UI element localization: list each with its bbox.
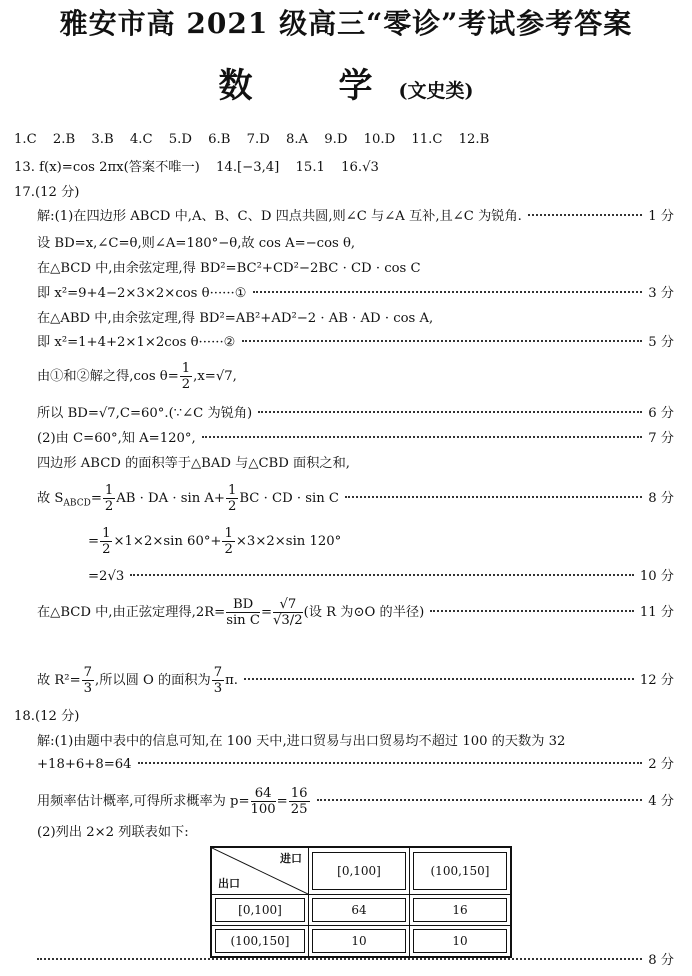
score-mark: 4 分 — [648, 794, 674, 809]
q18-heading: 18.(12 分) — [14, 709, 80, 724]
q18-line: 用频率估计概率,可得所求概率为 p= $\frac{64}{100}$ = $\frac{16}{25}$ 4 分 — [37, 786, 674, 817]
q17-line: (2)由 C=60°,知 A=120°, 7 分 — [37, 431, 674, 446]
score-mark: 2 分 — [648, 757, 674, 772]
choice-answers — [14, 131, 674, 149]
score-mark: 12 分 — [639, 673, 674, 688]
q17-line: 在△BCD 中,由余弦定理,得 BD²=BC²+CD²−2BC · CD · cos C — [37, 261, 421, 276]
score-mark: 11 分 — [639, 605, 674, 620]
table-row-label: [0,100] — [211, 895, 309, 926]
q17-line: 所以 BD=√7,C=60°.(∵∠C 为锐角) 6 分 — [37, 406, 674, 421]
q17-line: =2√3 10 分 — [88, 569, 674, 584]
table-cell: 10 — [410, 926, 512, 958]
answer-item: 7.D — [246, 132, 270, 147]
score-mark: 10 分 — [639, 569, 674, 584]
answer-item: 10.D — [363, 132, 396, 147]
answer-item: 1.C — [14, 132, 37, 147]
table-cell: 64 — [309, 895, 410, 926]
score-mark: 8 分 — [648, 491, 674, 506]
q18-line: +18+6+8=64 2 分 — [37, 757, 674, 772]
answer-item: 14.[−3,4] — [216, 160, 280, 175]
q17-heading: 17.(12 分) — [14, 185, 80, 200]
table-header-cell: (100,150] — [410, 847, 512, 895]
answer-item: 5.D — [168, 132, 192, 147]
answer-item: 15.1 — [295, 160, 325, 175]
subject-name: 数 学 — [218, 66, 399, 106]
answer-item: 6.B — [208, 132, 231, 147]
table-header-cell: [0,100] — [309, 847, 410, 895]
answer-item: 2.B — [52, 132, 76, 147]
table-cell: 16 — [410, 895, 512, 926]
fraction: $\frac{7}{3}$ — [83, 665, 93, 696]
fraction: $\frac{√7}{√3/2}$ — [273, 597, 303, 628]
q18-line: (2)列出 2×2 列联表如下: — [37, 825, 189, 840]
fraction: $\frac{16}{25}$ — [290, 786, 308, 817]
fraction: $\frac{1}{2}$ — [104, 483, 114, 514]
q17-line: 四边形 ABCD 的面积等于△BAD 与△CBD 面积之和, — [37, 456, 350, 471]
document-title: 雅安市高 2021 级高三“零诊”考试参考答案 — [59, 7, 633, 40]
q17-line: 即 x²=1+4+2×1×2cos θ······② 5 分 — [37, 335, 674, 350]
table-row — [211, 895, 511, 926]
fraction: $\frac{1}{2}$ — [102, 526, 111, 557]
score-mark: 7 分 — [648, 431, 674, 446]
table-row-label: (100,150] — [211, 926, 309, 958]
fraction: $\frac{BD}{\text{sin C}}$ — [226, 597, 260, 628]
answer-item: 13. f(x)=cos 2πx(答案不唯一) — [14, 160, 200, 175]
answer-item: 8.A — [285, 132, 309, 147]
fraction: $\frac{64}{100}$ — [250, 786, 276, 817]
score-mark: 6 分 — [648, 406, 674, 421]
q17-line: = $\frac{1}{2}$ ×1×2×sin 60°+ $\frac{1}{2}$ ×3×2×sin 120° — [88, 526, 342, 557]
answer-item: 11.C — [411, 132, 443, 147]
q17-line: 故 $S_{ABCD}=$ $\frac{1}{2}$ AB · DA · sin A+ $\frac{1}{2}$ BC · CD · sin C 8 分 — [37, 483, 674, 514]
score-mark: 5 分 — [648, 335, 674, 350]
table-corner-cell: 进口 出口 — [211, 847, 309, 895]
q17-line: 在△ABD 中,由余弦定理,得 BD²=AB²+AD²−2 · AB · AD · cos A, — [37, 311, 434, 326]
q17-line: 解:(1)在四边形 ABCD 中,A、B、C、D 四点共圆,则∠C 与∠A 互补,且∠C 为锐角. 1 分 — [37, 209, 674, 224]
answer-item: 3.B — [91, 132, 114, 147]
q18-line — [37, 952, 674, 970]
q17-line: 在△BCD 中,由正弦定理得,2R= $\frac{BD}{\text{sin C}}$ = $\frac{√7}{√3/2}$ (设 R 为⊙O 的半径) 11 分 — [37, 597, 674, 628]
fraction: $\frac{1}{2}$ — [224, 526, 233, 557]
table-row — [211, 847, 511, 895]
fraction: $\frac{1}{2}$ — [227, 483, 237, 514]
score-mark: 3 分 — [648, 286, 674, 301]
answer-item: 9.D — [324, 132, 348, 147]
subject-title — [0, 58, 692, 107]
fraction: $\frac{7}{3}$ — [213, 665, 223, 696]
fill-answers — [14, 159, 674, 177]
subject-note: (文史类) — [398, 80, 474, 102]
score-mark: 1 分 — [648, 209, 674, 224]
q17-line: 故 R²= $\frac{7}{3}$ ,所以圆 O 的面积为 $\frac{7}{3}$ π. 12 分 — [37, 665, 674, 696]
answer-item: 12.B — [458, 132, 490, 147]
score-mark: 8 分 — [648, 953, 674, 968]
fraction: $\frac{1}{2}$ — [181, 361, 191, 392]
q18-line: 解:(1)由题中表中的信息可知,在 100 天中,进口贸易与出口贸易均不超过 100 的天数为 32 — [37, 734, 566, 749]
answer-item: 4.C — [129, 132, 153, 147]
answer-item: 16.√3 — [341, 160, 379, 175]
q17-line: 设 BD=x,∠C=θ,则∠A=180°−θ,故 cos A=−cos θ, — [37, 236, 356, 251]
table-cell: 10 — [309, 926, 410, 958]
q17-line: 即 x²=9+4−2×3×2×cos θ······① 3 分 — [37, 286, 674, 301]
contingency-table — [210, 846, 512, 958]
q17-line: 由①和②解之得,cos θ= $\frac{1}{2}$ ,x=√7, — [37, 361, 237, 392]
